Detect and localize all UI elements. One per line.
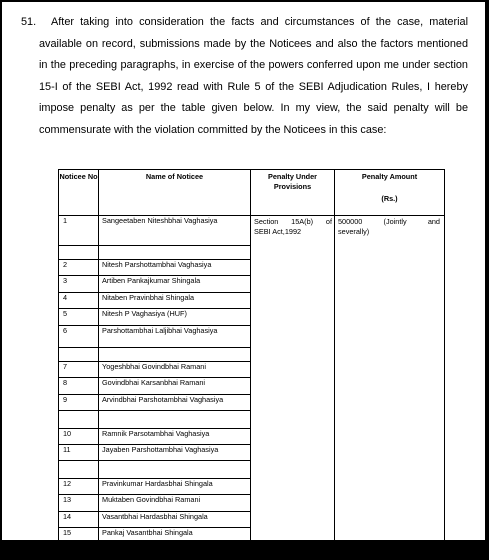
paragraph-text: After taking into consideration the facts and circumstances of the case, material available on record, submissions made by the Noticees and also the factors mentioned in the preceding paragraphs, in exercise of the powers conferred upon me under section 15-I of the SEBI Act, 1992 read with Rule 5 of the SEBI Adjudication Rules, I hereby impose penalty as per the table given below. In my view, the said penalty will be commensurate with the violation committed by the Noticees in this case: bbox=[39, 16, 468, 136]
noticee-number-cell: 6 bbox=[59, 326, 99, 348]
noticee-number-cell: 5 bbox=[59, 309, 99, 326]
noticee-name-cell: Nitaben Pravinbhai Shingala bbox=[99, 293, 251, 309]
noticee-name-cell bbox=[99, 411, 251, 429]
noticee-name-cell: Jayaben Parshottambhai Vaghasiya bbox=[99, 445, 251, 461]
penalty-amount-cell bbox=[335, 216, 445, 560]
noticee-name-cell bbox=[99, 348, 251, 362]
penalty-amount-line2: severally) bbox=[338, 226, 370, 236]
noticee-name-cell: Arvindbhai Parshotambhai Vaghasiya bbox=[99, 395, 251, 411]
penalty-provision-cell bbox=[251, 216, 335, 560]
noticee-number-cell: 3 bbox=[59, 276, 99, 293]
noticee-number-cell: 8 bbox=[59, 378, 99, 395]
header-noticee-no: Noticee No bbox=[59, 170, 99, 216]
noticee-name-cell: Yogeshbhai Govindbhai Ramani bbox=[99, 362, 251, 378]
noticee-name-cell: Govindbhai Karsanbhai Ramani bbox=[99, 378, 251, 395]
penalty-provision-line2: SEBI Act,1992 bbox=[254, 226, 302, 236]
header-amount-label: Penalty Amount bbox=[361, 172, 418, 181]
noticee-number-cell bbox=[59, 411, 99, 429]
noticee-name-cell: Ramnik Parsotambhai Vaghasiya bbox=[99, 429, 251, 445]
noticee-name-cell: Muktaben Govindbhai Ramani bbox=[99, 495, 251, 512]
noticee-name-cell bbox=[99, 246, 251, 260]
noticee-number-cell: 11 bbox=[59, 445, 99, 461]
noticee-name-cell: Pravinkumar Hardasbhai Shingala bbox=[99, 479, 251, 495]
noticee-number-cell bbox=[59, 246, 99, 260]
header-amount-unit: (Rs.) bbox=[381, 194, 398, 203]
penalty-provision-line1: Section 15A(b) of bbox=[254, 217, 332, 226]
noticee-number-cell bbox=[59, 461, 99, 479]
penalty-table-body bbox=[59, 216, 445, 560]
document-page bbox=[2, 2, 485, 553]
noticee-number-cell: 12 bbox=[59, 479, 99, 495]
penalty-table bbox=[58, 169, 445, 560]
noticee-name-cell: Nitesh Parshottambhai Vaghasiya bbox=[99, 260, 251, 276]
noticee-number-cell bbox=[59, 348, 99, 362]
noticee-name-cell: Sangeetaben Niteshbhai Vaghasiya bbox=[99, 216, 251, 246]
noticee-name-cell: Pankaj Vasantbhai Shingala bbox=[99, 528, 251, 544]
noticee-number-cell: 14 bbox=[59, 512, 99, 528]
noticee-number-cell: 15 bbox=[59, 528, 99, 544]
noticee-name-cell bbox=[99, 461, 251, 479]
noticee-number-cell: 10 bbox=[59, 429, 99, 445]
noticee-number-cell: 13 bbox=[59, 495, 99, 512]
noticee-number-cell: 20 bbox=[59, 544, 99, 560]
paragraph-51 bbox=[21, 12, 468, 141]
noticee-number-cell: 1 bbox=[59, 216, 99, 246]
noticee-name-cell: Nitesh P Vaghasiya (HUF) bbox=[99, 309, 251, 326]
noticee-name-cell: Artiben Pankajkumar Shingala bbox=[99, 276, 251, 293]
header-name: Name of Noticee bbox=[99, 170, 251, 216]
paragraph-number: 51. bbox=[21, 16, 37, 28]
noticee-number-cell: 7 bbox=[59, 362, 99, 378]
noticee-number-cell: 2 bbox=[59, 260, 99, 276]
noticee-name-cell: Niteen Bhikhubhai Khatra bbox=[99, 544, 251, 560]
noticee-number-cell: 9 bbox=[59, 395, 99, 411]
header-provision: Penalty Under Provisions bbox=[251, 170, 335, 216]
table-row bbox=[59, 216, 445, 246]
noticee-number-cell: 4 bbox=[59, 293, 99, 309]
noticee-name-cell: Vasantbhai Hardasbhai Shingala bbox=[99, 512, 251, 528]
noticee-name-cell: Parshottambhai Laljibhai Vaghasiya bbox=[99, 326, 251, 348]
penalty-amount-line1: 500000 (Jointly and bbox=[338, 217, 440, 226]
header-amount bbox=[335, 170, 445, 216]
